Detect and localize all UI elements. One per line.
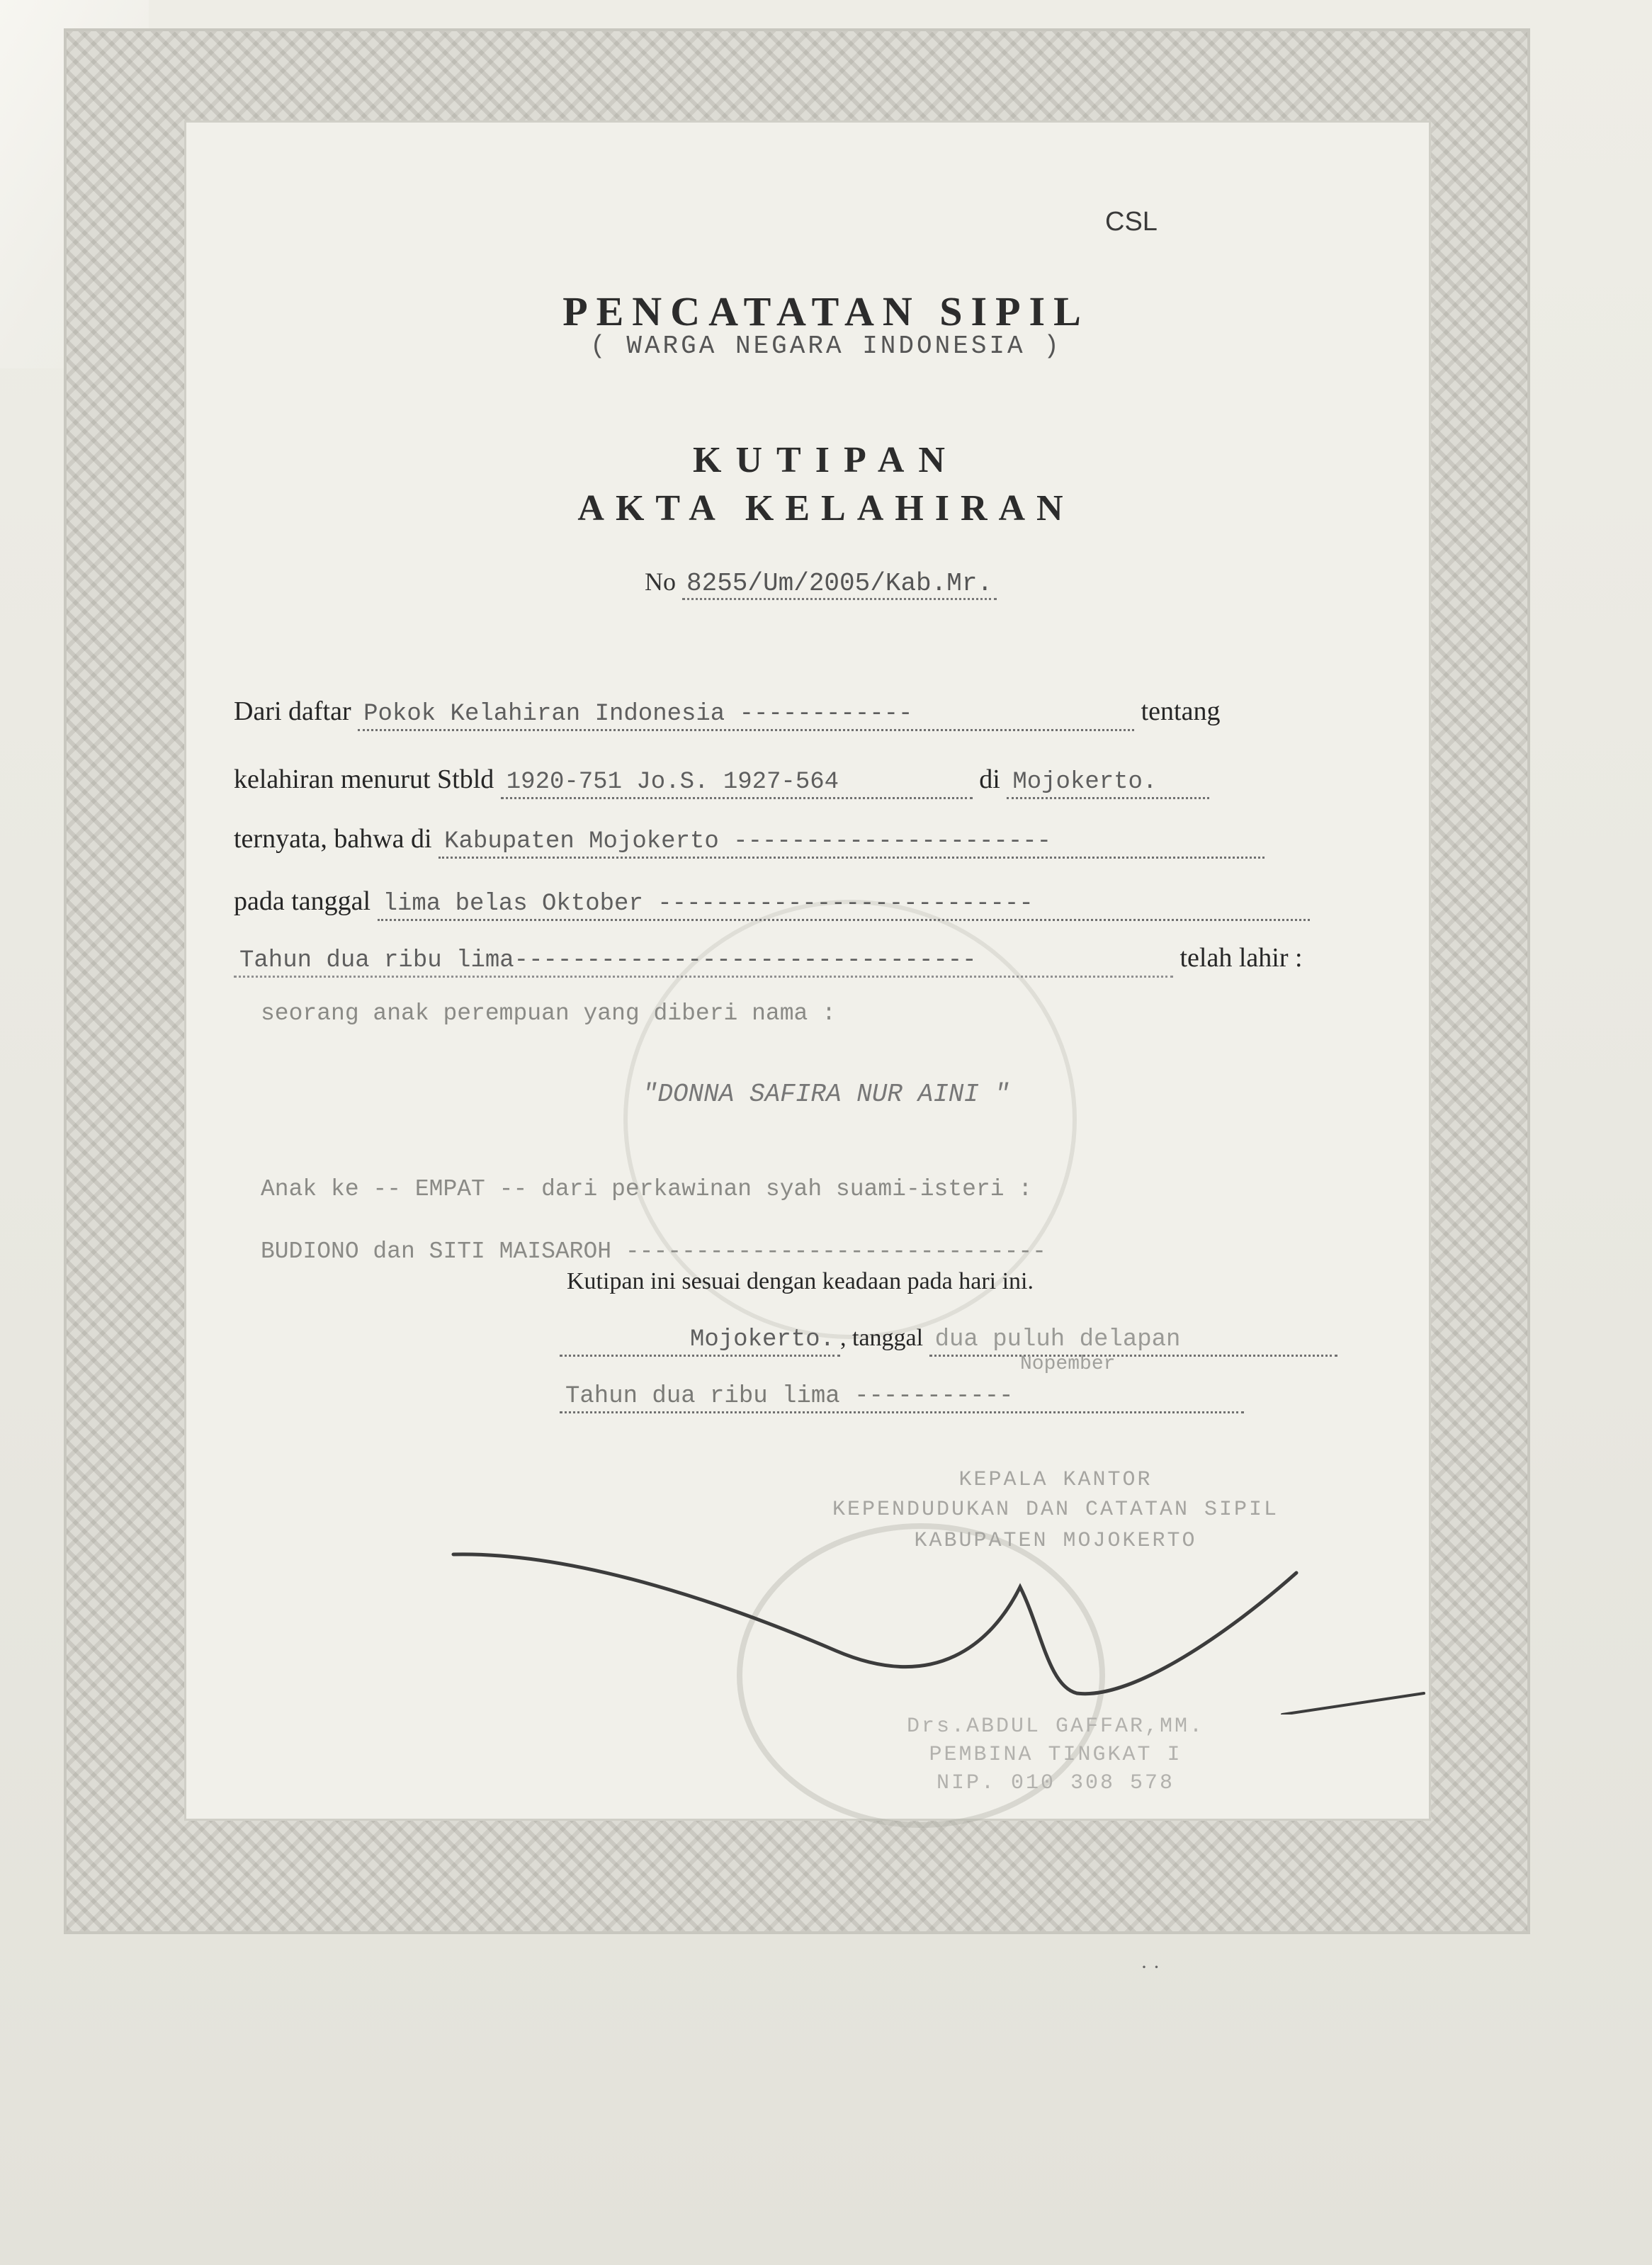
issue-city: Mojokerto.: [560, 1326, 840, 1357]
issue-date-line: [560, 1325, 1337, 1357]
label-from: Dari daftar: [234, 696, 351, 726]
birthplace-line: [234, 823, 1265, 859]
number-value: 8255/Um/2005/Kab.Mr.: [682, 569, 997, 600]
registry-subtitle: ( WARGA NEGARA INDONESIA ): [590, 332, 1062, 361]
document-name: AKTA KELAHIRAN: [577, 488, 1075, 529]
year-line: [234, 942, 1303, 978]
stbld-value: 1920-751 Jo.S. 1927-564: [501, 769, 973, 799]
stbld-line: [234, 764, 1209, 799]
register-name: Pokok Kelahiran Indonesia ------------: [358, 701, 1134, 731]
birth-place: Kabupaten Mojokerto ----------------------: [439, 828, 1265, 859]
birth-date: lima belas Oktober --------------------------: [378, 891, 1310, 921]
document-type: KUTIPAN: [693, 440, 959, 480]
label-in: di: [979, 764, 1000, 794]
label-about: tentang: [1141, 696, 1221, 726]
official-rank: PEMBINA TINGKAT I: [929, 1743, 1182, 1767]
official-title-3: KABUPATEN MOJOKERTO: [914, 1529, 1197, 1553]
child-order: Anak ke -- EMPAT -- dari perkawinan syah suami-isteri :: [261, 1176, 1033, 1202]
handwritten-signature: [439, 1544, 1445, 1715]
label-on-date: pada tanggal: [234, 886, 371, 916]
closing-statement: Kutipan ini sesuai dengan keadaan pada hari ini.: [567, 1268, 1034, 1294]
birth-year: Tahun dua ribu lima--------------------------------: [234, 947, 1173, 978]
issue-year: Tahun dua ribu lima -----------: [560, 1383, 1244, 1413]
label-apparently: ternyata, bahwa di: [234, 824, 432, 854]
paper-speck: · ·: [1141, 1955, 1160, 1979]
official-name: Drs.ABDUL GAFFAR,MM.: [906, 1715, 1205, 1739]
child-intro: seorang anak perempuan yang diberi nama :: [261, 1000, 836, 1027]
official-title-2: KEPENDUDUKAN DAN CATATAN SIPIL: [832, 1498, 1279, 1522]
parents-names: BUDIONO dan SITI MAISAROH ------------------------------: [261, 1238, 1046, 1265]
issue-year-line: [560, 1382, 1244, 1413]
date-line: [234, 886, 1310, 921]
child-name: "DONNA SAFIRA NUR AINI ": [642, 1080, 1010, 1109]
issue-month: Nopember: [1020, 1353, 1116, 1375]
registry-title: PENCATATAN SIPIL: [562, 288, 1090, 334]
label-birth-under: kelahiran menurut Stbld: [234, 764, 494, 794]
place-registered: Mojokerto.: [1007, 769, 1209, 799]
number-label: No: [645, 567, 676, 596]
register-line: [234, 696, 1220, 731]
label-born: telah lahir :: [1179, 943, 1303, 973]
corner-code: CSL: [1105, 207, 1158, 237]
certificate-number: [645, 567, 997, 598]
official-nip: NIP. 010 308 578: [936, 1771, 1175, 1795]
issue-date-words: dua puluh delapan: [929, 1326, 1337, 1357]
label-date: , tanggal: [840, 1325, 924, 1351]
official-title-1: KEPALA KANTOR: [958, 1468, 1153, 1492]
